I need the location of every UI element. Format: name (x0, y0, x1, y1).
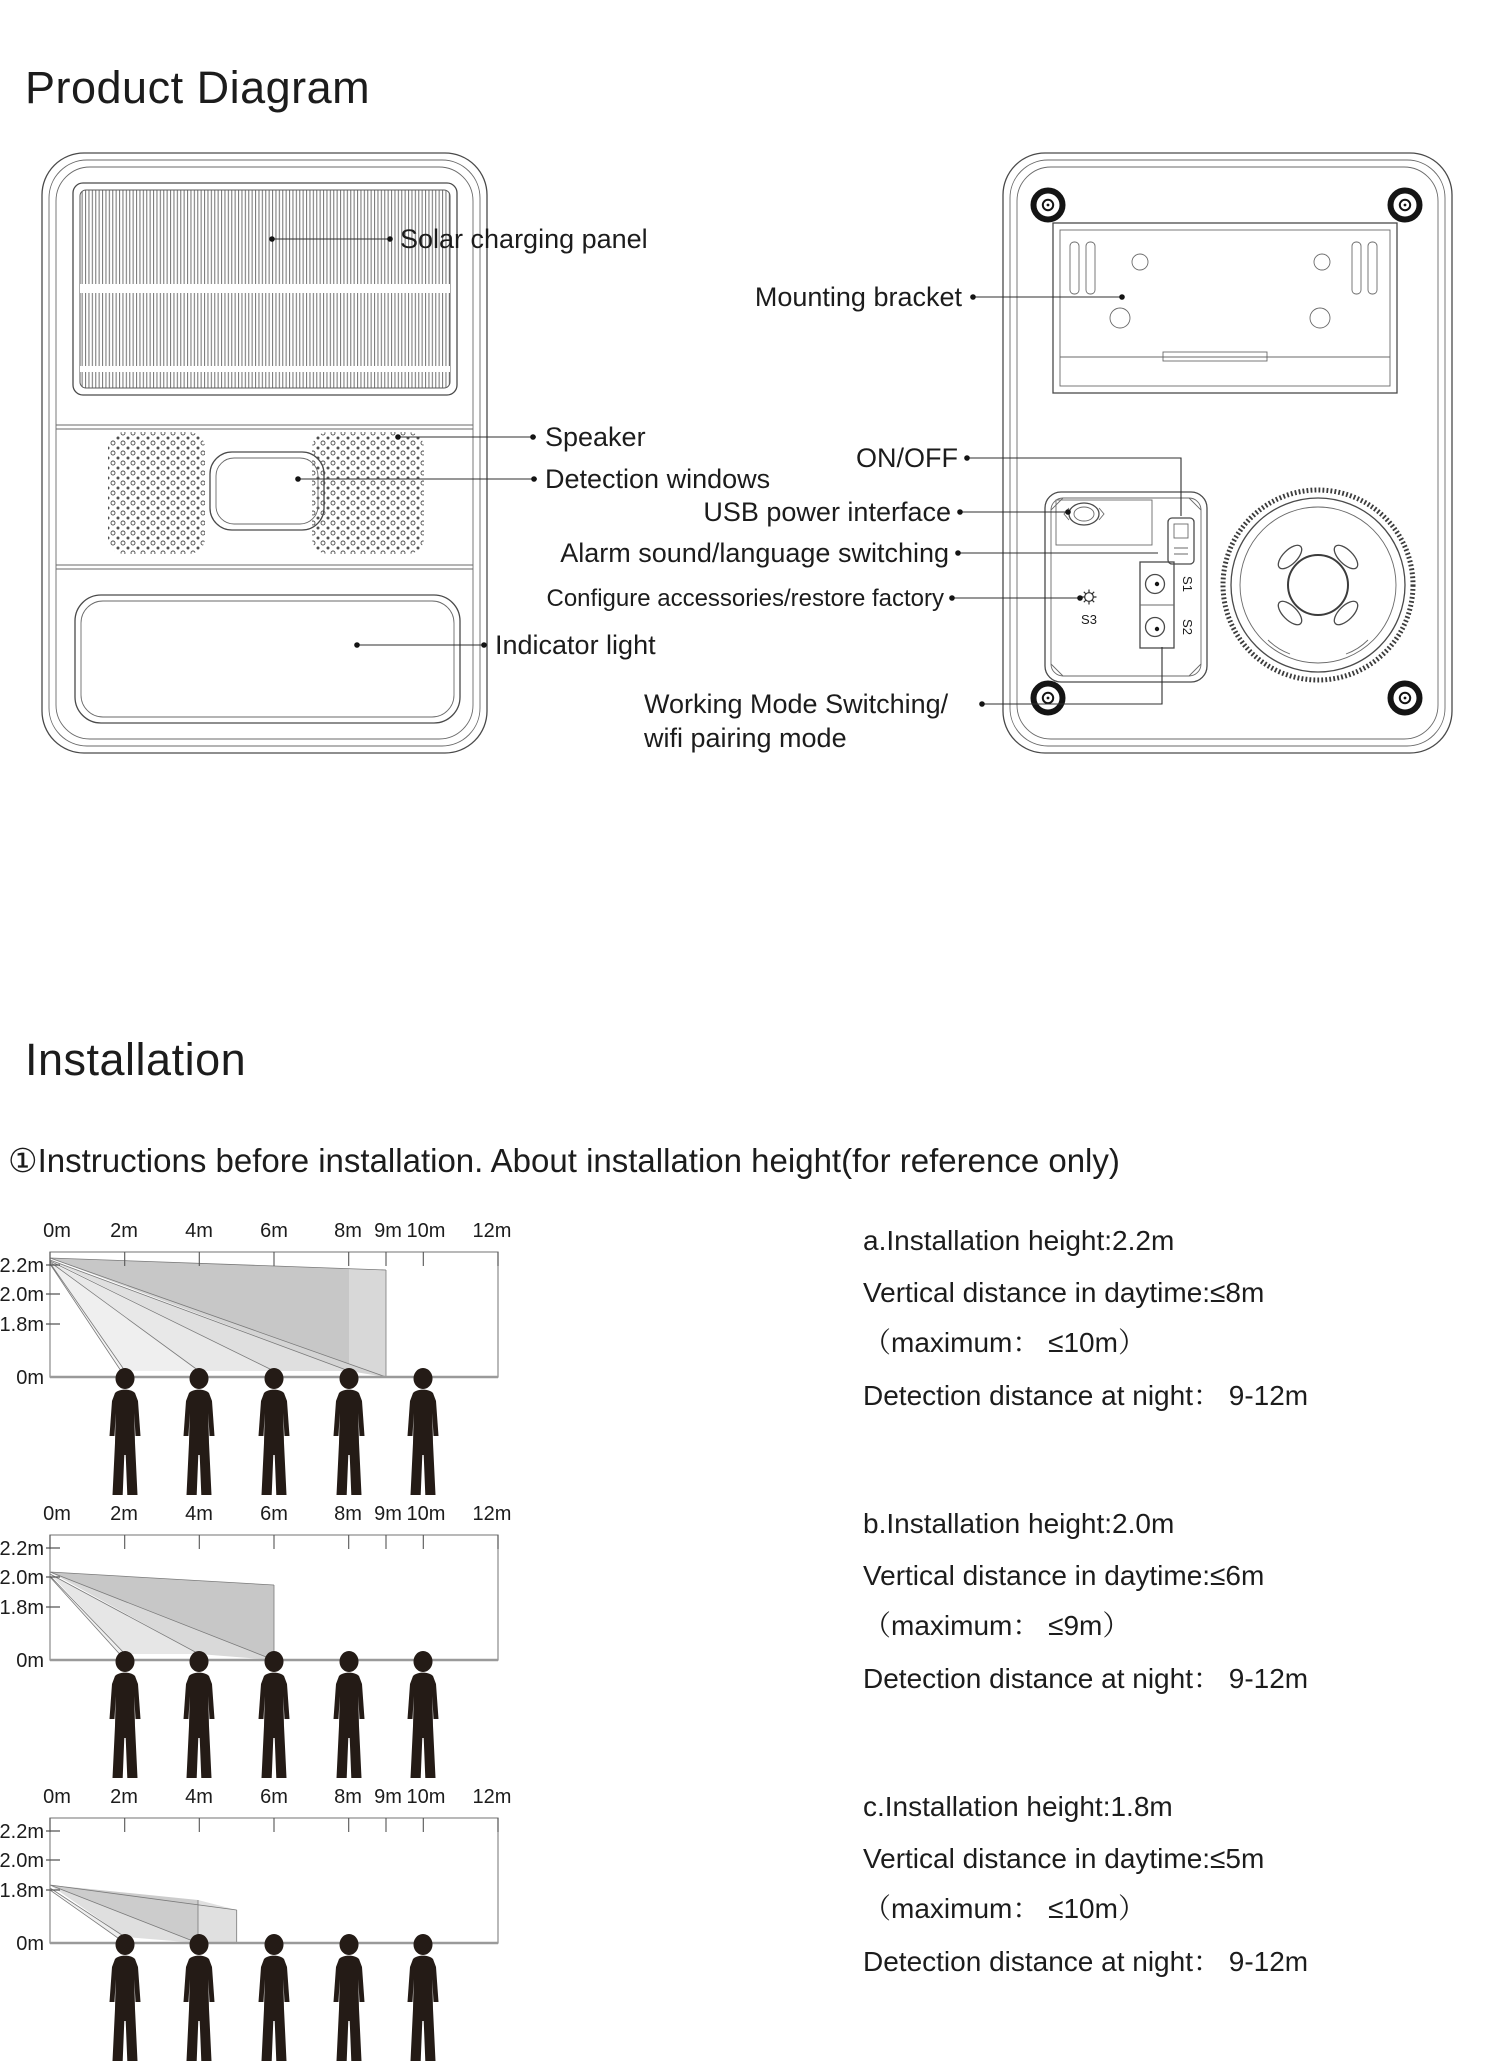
x-tick-label: 9m (374, 1220, 402, 1242)
x-tick-label: 12m (472, 1220, 512, 1242)
usb-port-icon (1064, 503, 1104, 525)
speaker-label: Speaker (545, 422, 646, 452)
screw-icon (1391, 191, 1420, 220)
indicator-light-window (75, 595, 460, 723)
onoff-switch (1168, 518, 1194, 564)
scenario-c-text (863, 1791, 1308, 1977)
height-diagram-a (0, 1220, 511, 1495)
control-panel (1045, 492, 1207, 682)
working-mode-label-line1: Working Mode Switching/ (644, 689, 949, 719)
x-tick-label: 6m (260, 1220, 288, 1242)
back-device-drawing (1003, 153, 1452, 753)
x-tick-label: 6m (260, 1786, 288, 1808)
person-silhouette (259, 1934, 290, 2061)
x-tick-label: 9m (374, 1503, 402, 1525)
y-tick-label: 0m (16, 1367, 44, 1389)
installation-subtitle: ①Instructions before installation. About installation height(for reference only) (8, 1142, 1120, 1179)
x-tick-label: 12m (472, 1786, 512, 1808)
speaker-grille-left (108, 432, 205, 554)
y-tick-label: 2.0m (0, 1850, 44, 1872)
y-tick-label: 2.0m (0, 1567, 44, 1589)
x-tick-label: 0m (43, 1503, 71, 1525)
x-tick-label: 0m (43, 1220, 71, 1242)
s1-switch-label: S1 (1180, 576, 1195, 592)
configure-restore-label: Configure accessories/restore factory (546, 585, 944, 612)
alarm-switching-label: Alarm sound/language switching (560, 538, 949, 568)
gear-icon (1082, 590, 1097, 605)
s2-switch-label: S2 (1180, 619, 1195, 635)
scenario-a-text (863, 1225, 1308, 1411)
y-tick-label: 2.2m (0, 1821, 44, 1843)
person-silhouette (110, 1651, 141, 1778)
y-tick-label: 1.8m (0, 1597, 44, 1619)
solar-panel (73, 183, 457, 395)
person-silhouette (184, 1368, 215, 1495)
scenario-b-text (863, 1508, 1308, 1694)
person-silhouette (408, 1368, 439, 1495)
person-silhouette (259, 1651, 290, 1778)
usb-interface-label: USB power interface (703, 497, 951, 527)
indicator-light-label: Indicator light (495, 630, 656, 660)
x-tick-label: 2m (110, 1786, 138, 1808)
onoff-label: ON/OFF (856, 443, 958, 473)
x-tick-label: 4m (185, 1503, 213, 1525)
x-tick-label: 2m (110, 1220, 138, 1242)
y-tick-label: 2.2m (0, 1538, 44, 1560)
scenario-line: （maximum： ≤10m） (863, 1327, 1146, 1358)
person-silhouette (184, 1651, 215, 1778)
person-silhouette (334, 1651, 365, 1778)
x-tick-label: 12m (472, 1503, 512, 1525)
y-tick-label: 0m (16, 1933, 44, 1955)
x-tick-label: 9m (374, 1786, 402, 1808)
person-silhouette (259, 1368, 290, 1495)
screw-icon (1034, 684, 1063, 713)
solar-panel-label: Solar charging panel (400, 224, 648, 254)
x-tick-label: 0m (43, 1786, 71, 1808)
mounting-bracket (1053, 223, 1397, 393)
y-tick-label: 0m (16, 1650, 44, 1672)
page-title: Product Diagram (25, 62, 371, 113)
scenario-line: （maximum： ≤10m） (863, 1893, 1146, 1924)
scenario-line: b.Installation height:2.0m (863, 1508, 1175, 1539)
detection-windows-label: Detection windows (545, 464, 771, 494)
person-silhouette (408, 1934, 439, 2061)
person-silhouette (184, 1934, 215, 2061)
detection-window (210, 452, 324, 530)
x-tick-label: 8m (334, 1220, 362, 1242)
x-tick-label: 4m (185, 1786, 213, 1808)
y-tick-label: 2.0m (0, 1284, 44, 1306)
person-silhouette (408, 1651, 439, 1778)
scenario-line: Vertical distance in daytime:≤6m (863, 1560, 1265, 1591)
installation-title: Installation (25, 1034, 247, 1085)
scenario-line: Detection distance at night： 9-12m (863, 1663, 1309, 1694)
x-tick-label: 10m (406, 1503, 446, 1525)
x-tick-label: 6m (260, 1503, 288, 1525)
s1-s2-switch-block (1140, 562, 1174, 648)
person-silhouette (110, 1368, 141, 1495)
s3-switch-label: S3 (1081, 612, 1097, 627)
height-diagram-c (0, 1786, 511, 2061)
y-tick-label: 2.2m (0, 1255, 44, 1277)
scenario-line: Vertical distance in daytime:≤5m (863, 1843, 1265, 1874)
x-tick-label: 4m (185, 1220, 213, 1242)
scenario-line: Detection distance at night： 9-12m (863, 1946, 1309, 1977)
scenario-line: （maximum： ≤9m） (863, 1610, 1131, 1641)
y-tick-label: 1.8m (0, 1880, 44, 1902)
person-silhouette (334, 1934, 365, 2061)
scenario-line: Vertical distance in daytime:≤8m (863, 1277, 1265, 1308)
working-mode-label-line2: wifi pairing mode (644, 723, 847, 753)
person-silhouette (334, 1368, 365, 1495)
x-tick-label: 2m (110, 1503, 138, 1525)
x-tick-label: 8m (334, 1503, 362, 1525)
y-tick-label: 1.8m (0, 1314, 44, 1336)
siren-horn-icon (1223, 490, 1413, 680)
screw-icon (1391, 684, 1420, 713)
x-tick-label: 10m (406, 1786, 446, 1808)
mounting-bracket-label: Mounting bracket (754, 282, 962, 312)
screw-icon (1034, 191, 1063, 220)
height-diagram-b (0, 1503, 511, 1778)
speaker-grille-right (312, 432, 424, 554)
scenario-line: Detection distance at night： 9-12m (863, 1380, 1309, 1411)
person-silhouette (110, 1934, 141, 2061)
x-tick-label: 10m (406, 1220, 446, 1242)
scenario-line: a.Installation height:2.2m (863, 1225, 1175, 1256)
x-tick-label: 8m (334, 1786, 362, 1808)
scenario-line: c.Installation height:1.8m (863, 1791, 1173, 1822)
